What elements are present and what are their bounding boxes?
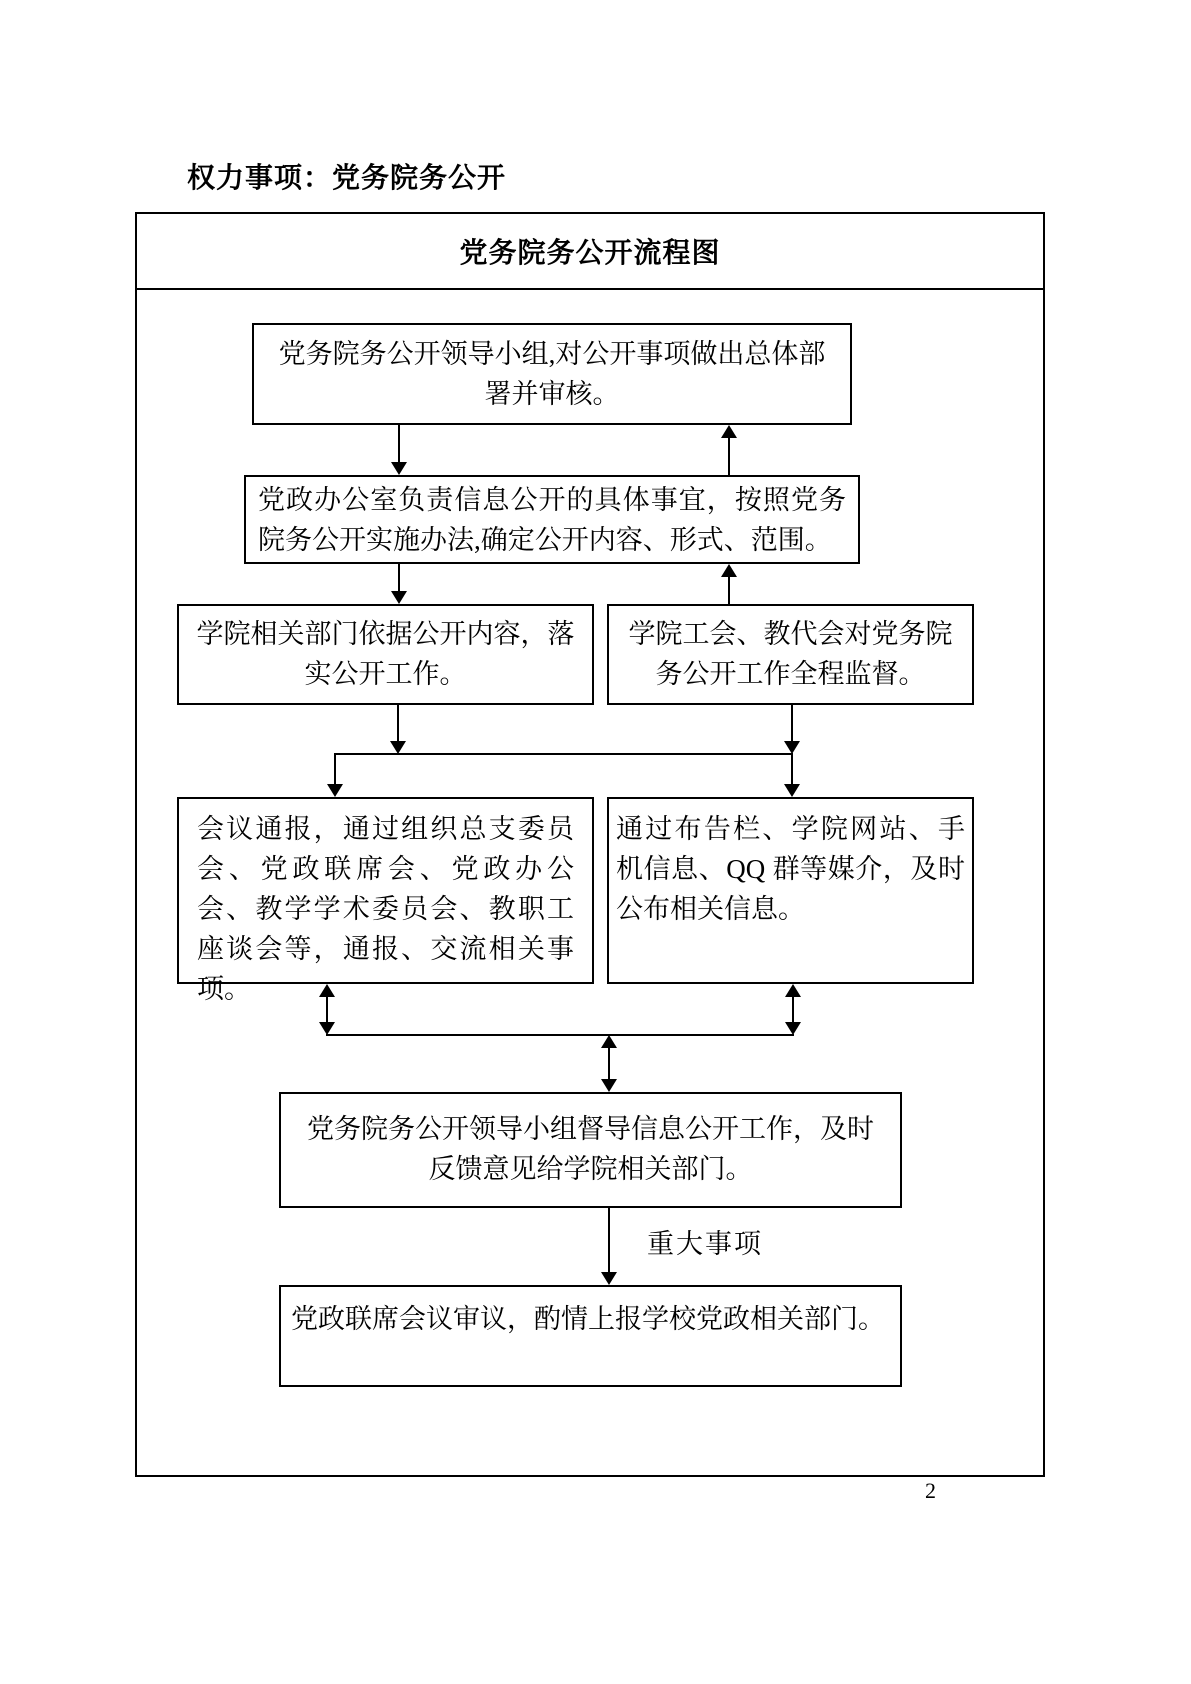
flowchart-title: 党务院务公开流程图 — [137, 214, 1043, 290]
node-leader-group: 党务院务公开领导小组,对公开事项做出总体部署并审核。 — [252, 323, 852, 425]
arrow-down-icon — [601, 1079, 617, 1092]
page-number: 2 — [925, 1478, 936, 1503]
distribution-line-upper — [334, 753, 793, 755]
double-arrow-media-line — [792, 996, 794, 1023]
flowchart-frame — [135, 212, 1045, 1477]
node-union-supervision: 学院工会、教代会对党务院务公开工作全程监督。 — [607, 604, 974, 705]
arrow-down-icon — [391, 591, 407, 604]
arrow-down-icon — [784, 784, 800, 797]
page-heading: 权力事项：党务院务公开 — [187, 162, 507, 193]
distribution-line-lower — [326, 1034, 794, 1036]
double-arrow-meetings-line — [326, 996, 328, 1023]
arrow-office-to-departments-line — [398, 564, 400, 591]
arrow-to-meetings-line — [334, 754, 336, 784]
arrow-down-icon — [391, 462, 407, 475]
arrow-to-media-line — [791, 754, 793, 784]
edge-label-major-items: 重大事项 — [647, 1229, 763, 1259]
node-joint-review: 党政联席会议审议，酌情上报学校党政相关部门。 — [279, 1285, 902, 1387]
node-media-publish: 通过布告栏、学院网站、手机信息、QQ 群等媒介，及时公布相关信息。 — [607, 797, 974, 984]
arrow-down-icon — [601, 1272, 617, 1285]
node-supervise-feedback: 党务院务公开领导小组督导信息公开工作，及时反馈意见给学院相关部门。 — [279, 1092, 902, 1208]
arrow-leader-to-office-line — [398, 425, 400, 462]
node-party-gov-office: 党政办公室负责信息公开的具体事宜，按照党务院务公开实施办法,确定公开内容、形式、范围。 — [244, 475, 860, 564]
arrow-office-to-leader-line — [728, 438, 730, 475]
double-arrow-feedback-line — [608, 1047, 610, 1080]
arrow-up-icon — [721, 425, 737, 438]
arrow-union-down-line — [791, 705, 793, 741]
node-departments: 学院相关部门依据公开内容，落实公开工作。 — [177, 604, 594, 705]
arrow-departments-down-line — [397, 705, 399, 741]
arrow-down-icon — [327, 784, 343, 797]
node-meeting-report: 会议通报，通过组织总支委员会、党政联席会、党政办公会、教学学术委员会、教职工座谈会等，通报、交流相关事项。 — [177, 797, 594, 984]
arrow-feedback-to-review-line — [608, 1208, 610, 1272]
arrow-up-icon — [721, 564, 737, 577]
arrow-union-to-office-line — [728, 577, 730, 604]
